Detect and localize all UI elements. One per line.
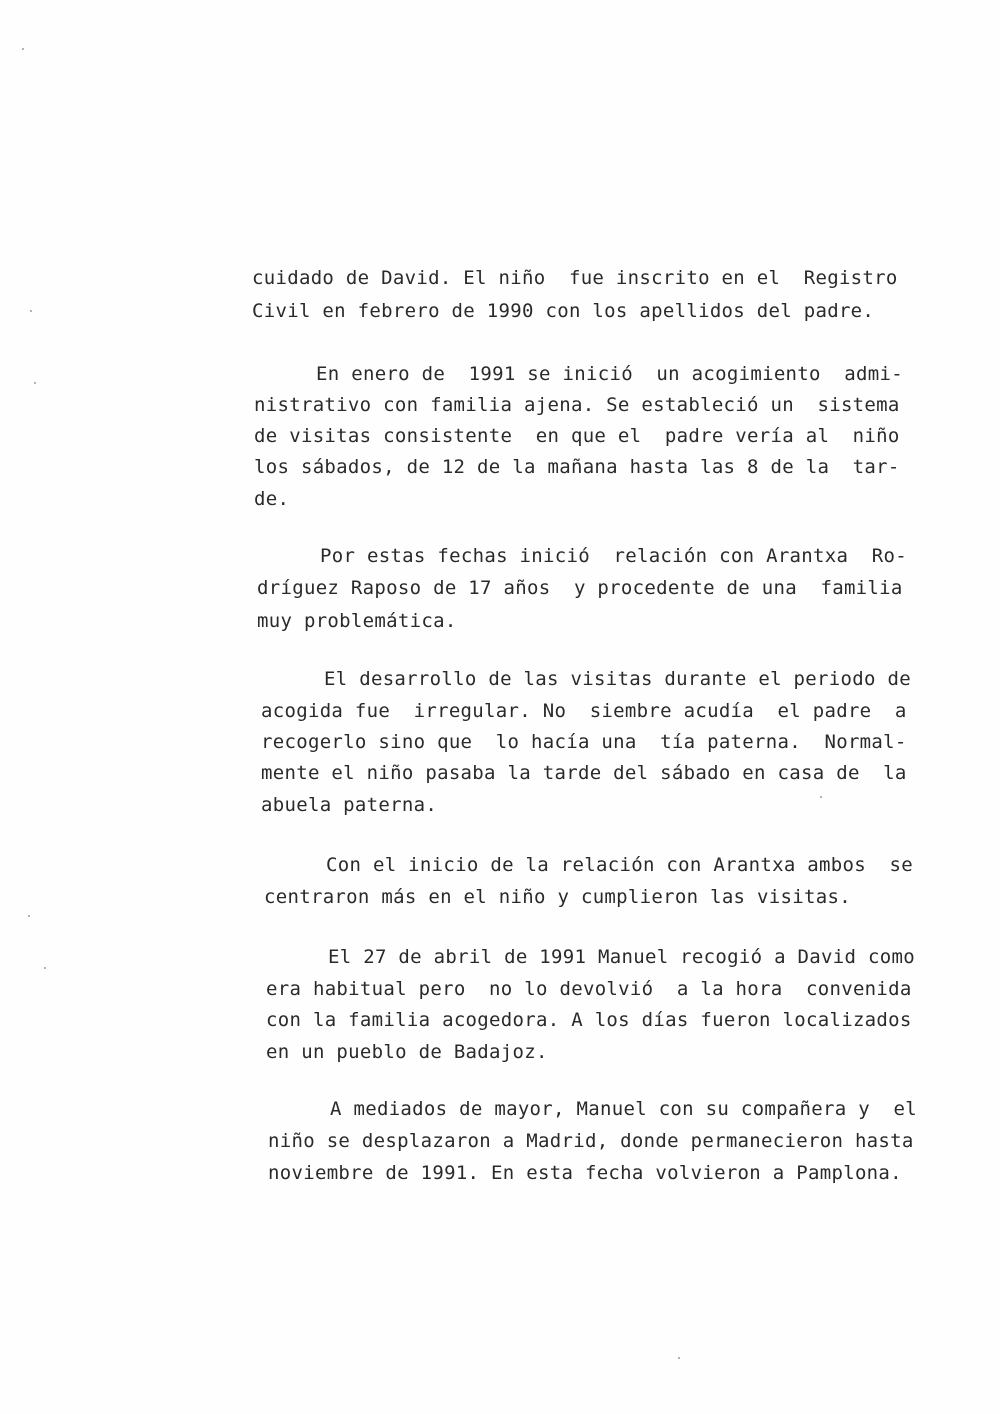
text-line: abuela paterna. [261, 794, 438, 816]
text-line: en un pueblo de Badajoz. [266, 1041, 548, 1063]
text-line: los sábados, de 12 de la mañana hasta las 8 de la tar- [254, 456, 900, 478]
text-line: noviembre de 1991. En esta fecha volvieron a Pamplona. [268, 1162, 902, 1184]
text-line: muy problemática. [257, 610, 457, 632]
text-line: En enero de 1991 se inició un acogimiento admi- [316, 363, 903, 385]
text-line: Civil en febrero de 1990 con los apellidos del padre. [252, 300, 875, 322]
text-line: dríguez Raposo de 17 años y procedente de una familia [257, 577, 903, 599]
text-line: nistrativo con familia ajena. Se estableció un sistema [254, 394, 900, 416]
text-line: recogerlo sino que lo hacía una tía paterna. Normal- [261, 731, 907, 753]
scan-speck [34, 382, 36, 384]
text-line: de visitas consistente en que el padre vería al niño [254, 425, 900, 447]
text-line: cuidado de David. El niño fue inscrito en el Registro [252, 267, 898, 289]
text-line: acogida fue irregular. No siembre acudía el padre a [261, 700, 907, 722]
text-line: mente el niño pasaba la tarde del sábado en casa de la [261, 762, 907, 784]
scan-speck [820, 796, 822, 798]
text-line: Con el inicio de la relación con Arantxa ambos se [326, 854, 913, 876]
text-line: El desarrollo de las visitas durante el periodo de [324, 668, 911, 690]
scan-speck [44, 967, 46, 969]
scan-speck [678, 1357, 680, 1359]
text-line: centraron más en el niño y cumplieron las visitas. [264, 886, 851, 908]
text-line: El 27 de abril de 1991 Manuel recogió a David como [328, 946, 915, 968]
text-line: A mediados de mayor, Manuel con su compañera y el [330, 1098, 917, 1120]
text-line: era habitual pero no lo devolvió a la hora convenida [266, 978, 912, 1000]
text-line: niño se desplazaron a Madrid, donde permanecieron hasta [268, 1130, 914, 1152]
text-line: de. [254, 488, 290, 510]
text-line: con la familia acogedora. A los días fueron localizados [266, 1009, 912, 1031]
scan-speck [22, 48, 24, 50]
text-line: Por estas fechas inició relación con Arantxa Ro- [320, 545, 907, 567]
scan-speck [28, 915, 30, 917]
scan-speck [30, 310, 32, 312]
